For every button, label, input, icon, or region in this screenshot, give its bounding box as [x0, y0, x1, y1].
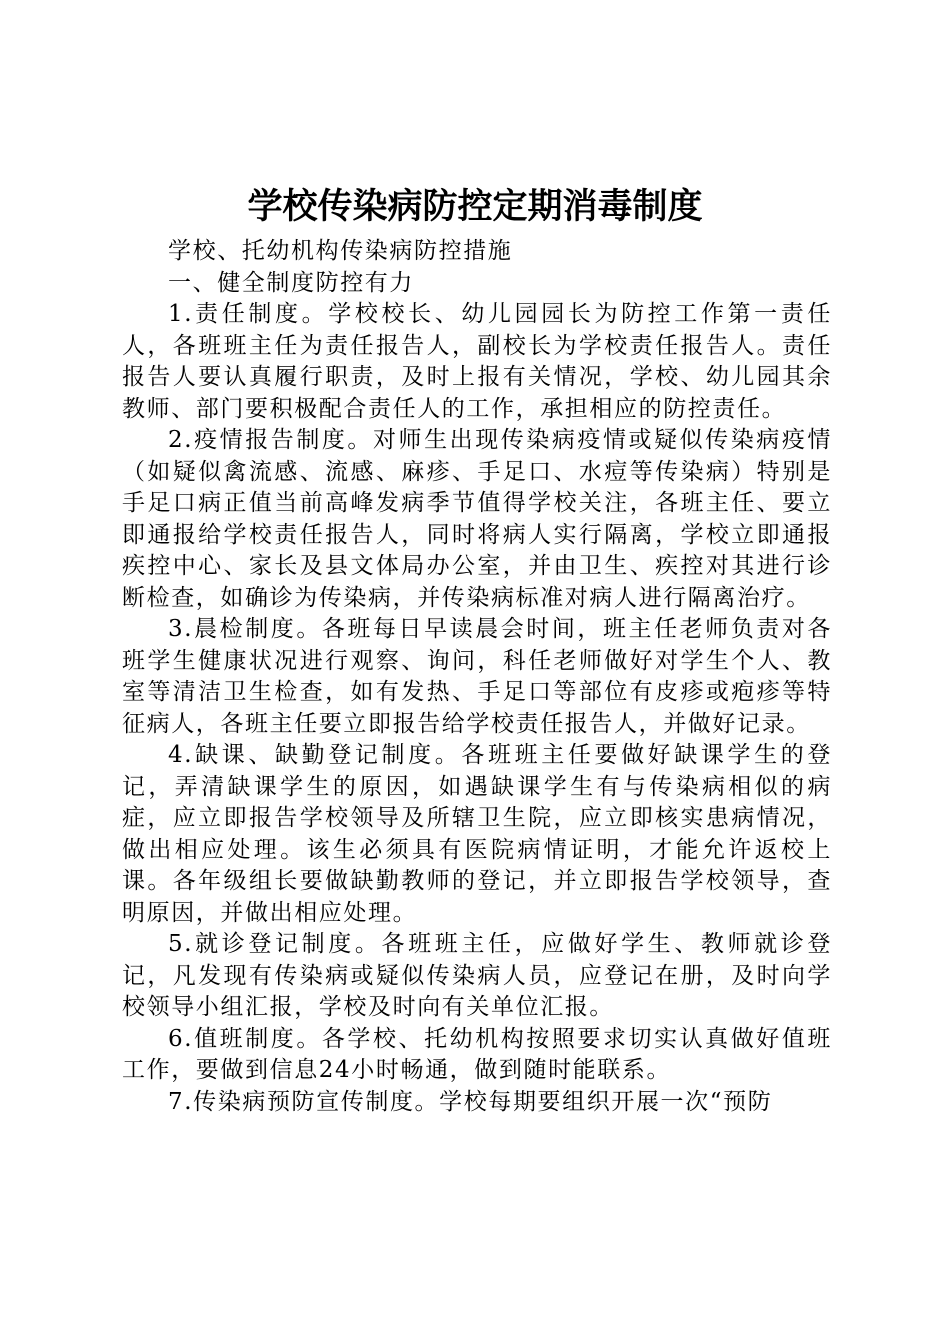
- paragraph-duty-system: 6.值班制度。各学校、托幼机构按照要求切实认真做好值班工作，要做到信息24小时畅通，做到随时能联系。: [122, 1025, 832, 1083]
- document-body: [122, 236, 832, 1118]
- paragraph-morning-check-system: 3.晨检制度。各班每日早读晨会时间，班主任老师负责对各班学生健康状况进行观察、询问，科任老师做好对学生个人、教室等清洁卫生检查，如有发热、手足口等部位有皮疹或疱疹等特征病人，各班主任要立即报告给学校责任报告人，并做好记录。: [122, 616, 832, 737]
- paragraph-epidemic-report-system: 2.疫情报告制度。对师生出现传染病疫情或疑似传染病疫情（如疑似禽流感、流感、麻疹、手足口、水痘等传染病）特别是手足口病正值当前高峰发病季节值得学校关注，各班主任、要立即通报给学校责任报告人，同时将病人实行隔离，学校立即通报疾控中心、家长及县文体局办公室，并由卫生、疾控对其进行诊断检查，如确诊为传染病，并传染病标准对病人进行隔离治疗。: [122, 427, 832, 611]
- paragraph-absence-registration-system: 4.缺课、缺勤登记制度。各班班主任要做好缺课学生的登记，弄清缺课学生的原因，如遇缺课学生有与传染病相似的病症，应立即报告学校领导及所辖卫生院，应立即核实患病情况，做出相应处理。该生必须具有医院病情证明，才能允许返校上课。各年级组长要做缺勤教师的登记，并立即报告学校领导，查明原因，并做出相应处理。: [122, 742, 832, 926]
- paragraph-subtitle: 学校、托幼机构传染病防控措施: [168, 238, 513, 264]
- paragraph-section-heading: 一、健全制度防控有力: [168, 269, 414, 296]
- document-title: 学校传染病防控定期消毒制度: [247, 186, 703, 227]
- paragraph-prevention-publicity-system: 7.传染病预防宣传制度。学校每期要组织开展一次“预防: [168, 1088, 773, 1115]
- paragraph-clinic-registration-system: 5.就诊登记制度。各班班主任，应做好学生、教师就诊登记，凡发现有传染病或疑似传染病人员，应登记在册，及时向学校领导小组汇报，学校及时向有关单位汇报。: [122, 931, 832, 1020]
- paragraph-responsibility-system: 1.责任制度。学校校长、幼儿园园长为防控工作第一责任人，各班班主任为责任报告人，副校长为学校责任报告人。责任报告人要认真履行职责，及时上报有关情况，学校、幼儿园其余教师、部门要积极配合责任人的工作，承担相应的防控责任。: [122, 301, 832, 422]
